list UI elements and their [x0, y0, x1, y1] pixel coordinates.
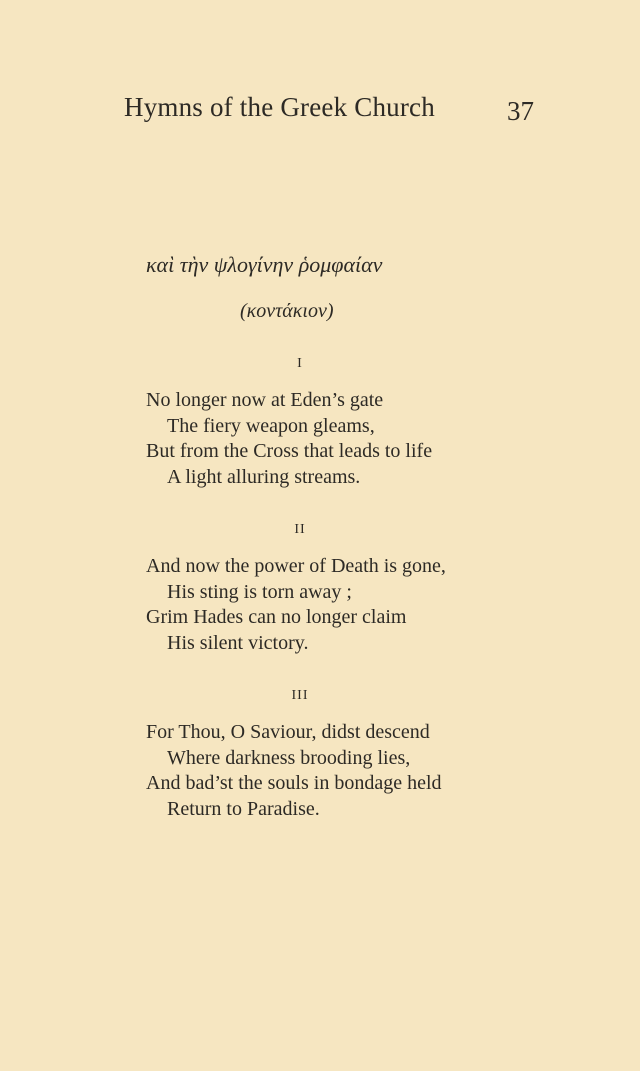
verse-line: But from the Cross that leads to life [146, 440, 433, 462]
verse-line: Return to Paradise. [167, 797, 320, 820]
verse-line: His silent victory. [167, 631, 309, 654]
stanza [146, 720, 442, 822]
verse-line: For Thou, O Saviour, didst descend [146, 721, 430, 743]
stanza-number: III [291, 688, 309, 703]
stanza [146, 388, 432, 490]
verse-line: The fiery weapon gleams, [167, 414, 375, 437]
verse-line: Grim Hades can no longer claim [146, 606, 407, 628]
verse-line: A light alluring streams. [167, 465, 361, 488]
stanza-number: I [297, 356, 303, 371]
page-number: 37 [507, 96, 534, 126]
stanza [146, 554, 446, 656]
verse-line: No longer now at Eden’s gate [146, 389, 384, 411]
greek-title: καὶ τὴν ψλογίνην ῥομφαίαν [146, 252, 383, 277]
verse-line: And bad’st the souls in bondage held [146, 772, 442, 794]
greek-subtitle: (κοντάκιον) [240, 300, 334, 322]
running-head: Hymns of the Greek Church [124, 92, 435, 122]
stanza-number: II [294, 522, 306, 537]
verse-line: And now the power of Death is gone, [146, 555, 446, 577]
verse-line: Where darkness brooding lies, [167, 746, 411, 769]
verse-line: His sting is torn away ; [167, 580, 352, 603]
